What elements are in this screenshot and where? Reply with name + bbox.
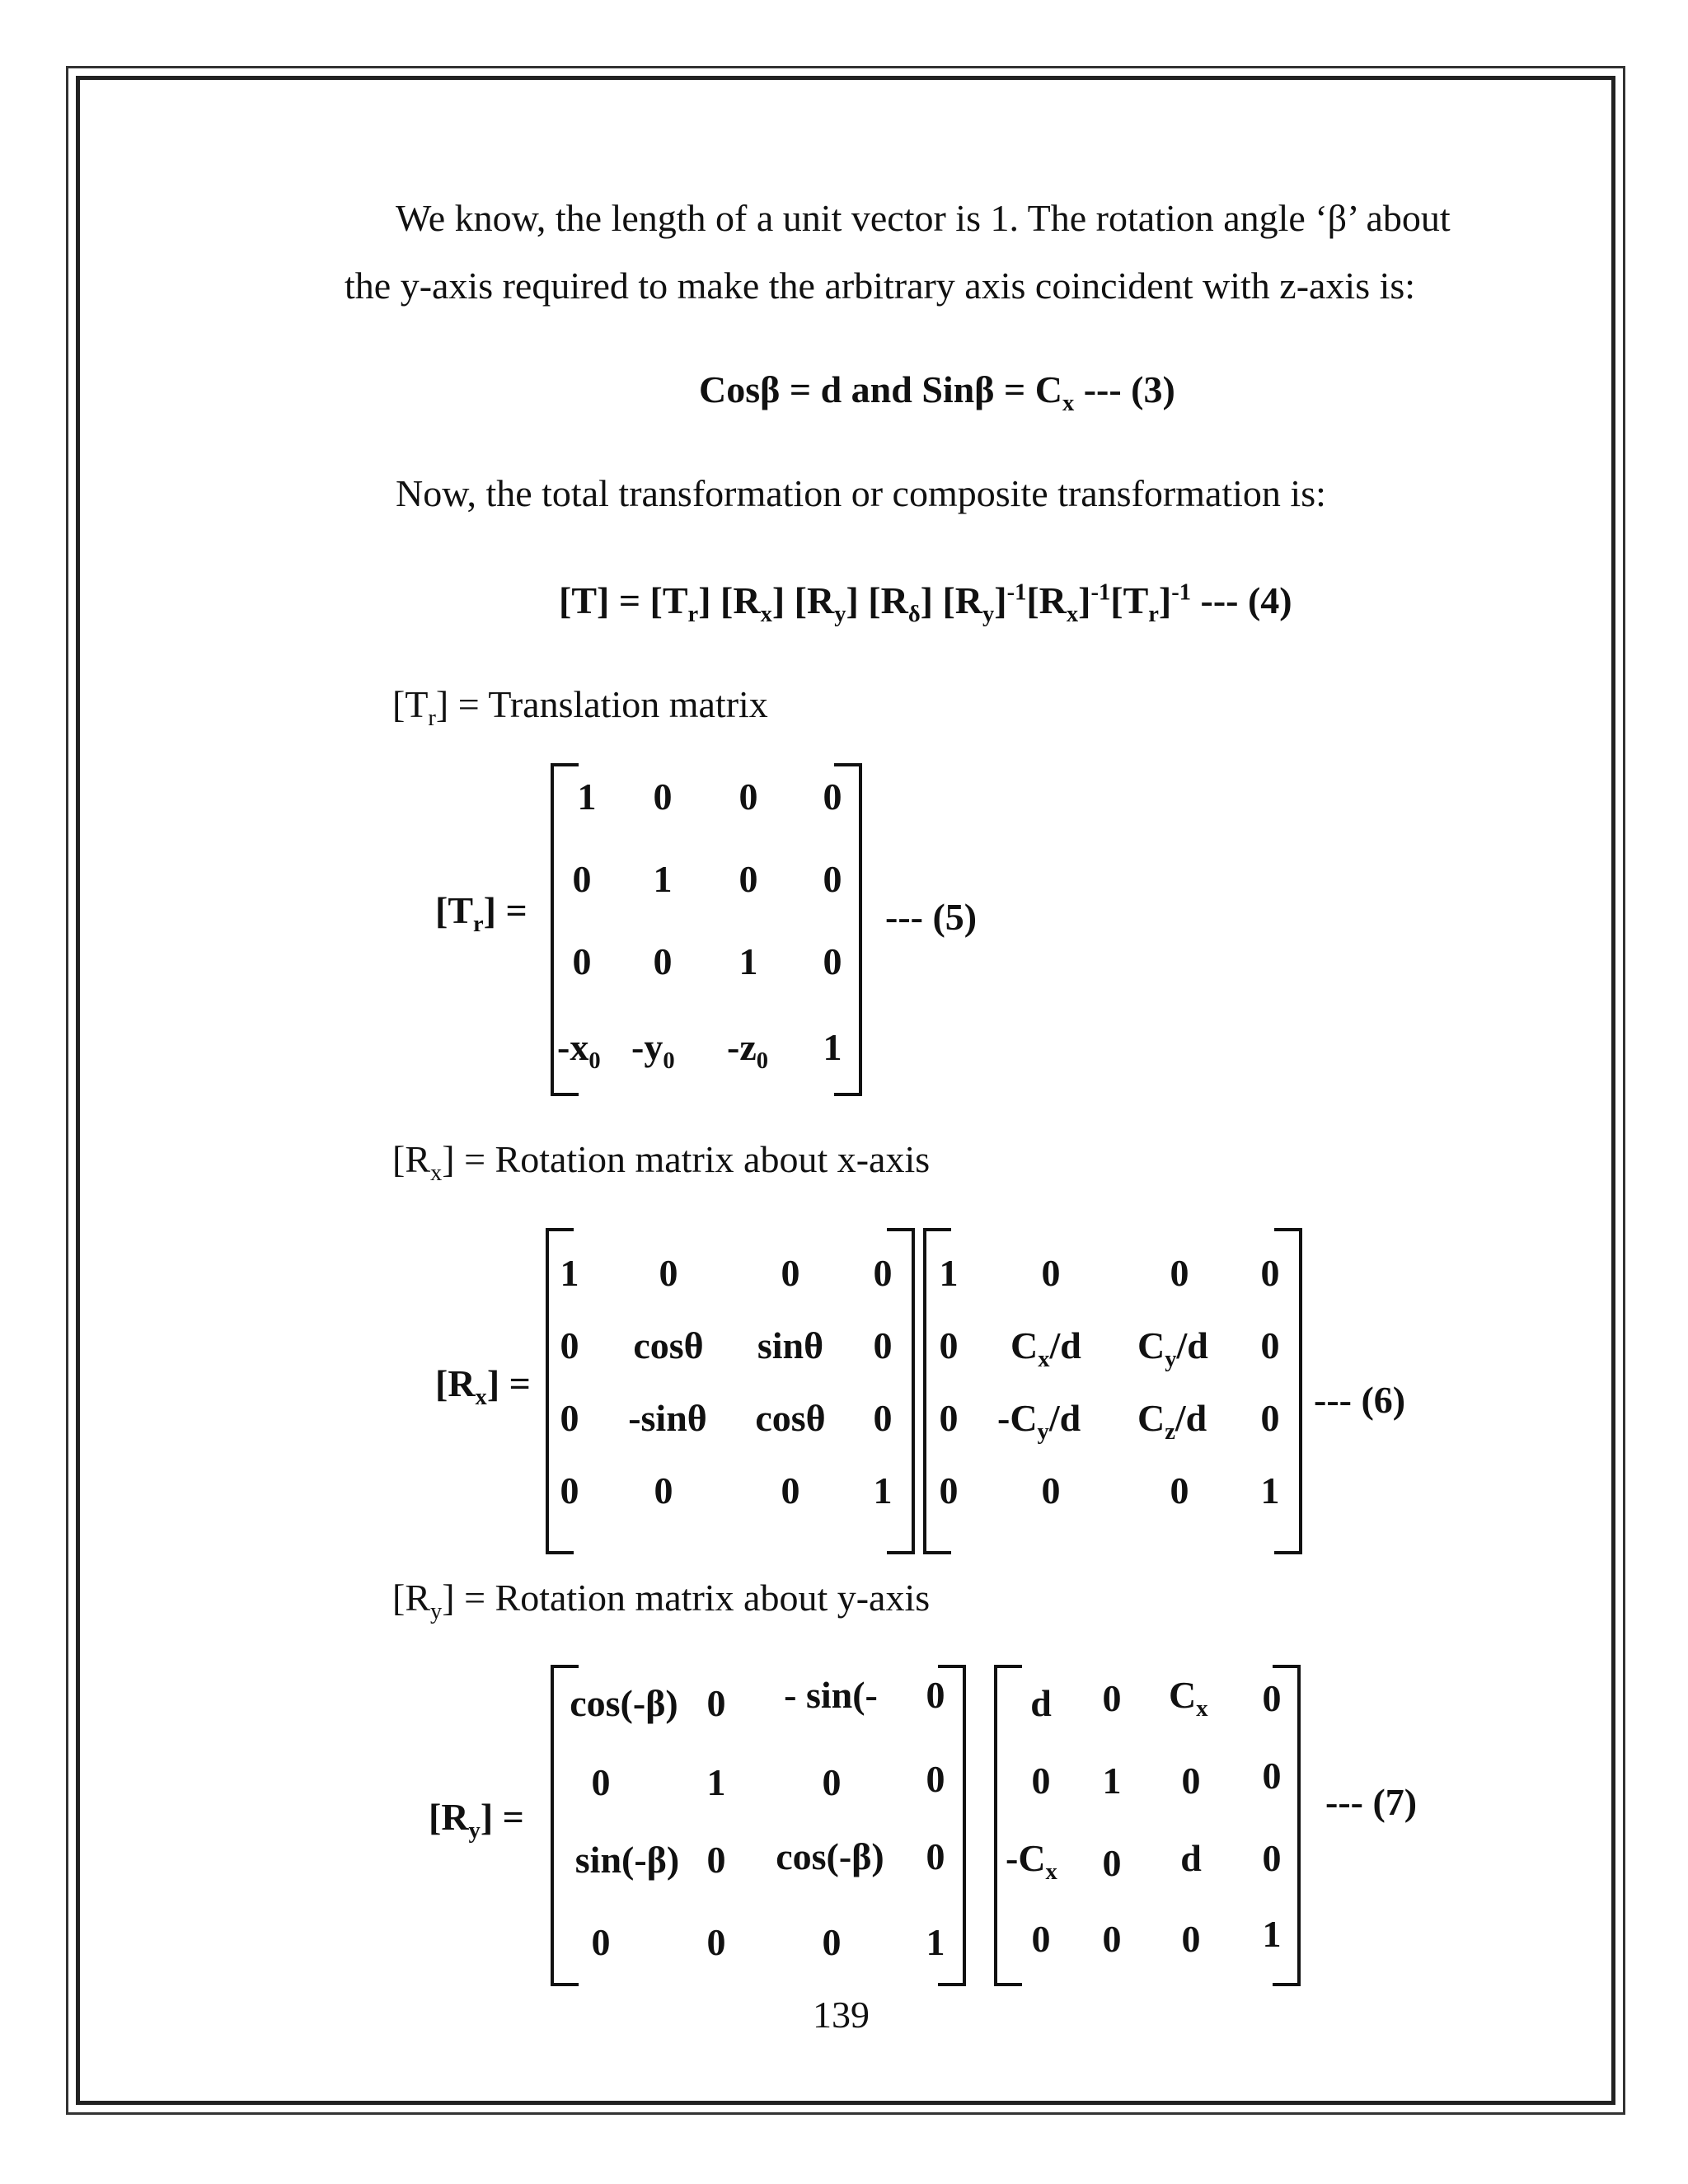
ry-left-cell: 0 xyxy=(706,1921,726,1963)
rx-left-cell: cosθ xyxy=(755,1397,826,1439)
rx-cell-text: C xyxy=(1137,1324,1165,1366)
ry-left-cell: 1 xyxy=(926,1921,945,1963)
tr-label-part: ] = xyxy=(483,889,528,931)
ry-right-matrix-left-bracket xyxy=(994,1665,1022,1986)
tr-cell: 0 xyxy=(823,776,842,818)
ry-right-cell: 0 xyxy=(1031,1760,1051,1802)
ry-label-part: ] = xyxy=(480,1796,524,1838)
rx-left-cell: 0 xyxy=(873,1324,893,1366)
eq4-sub: x xyxy=(1066,602,1079,628)
ry-left-cell: - sin(- xyxy=(784,1674,878,1716)
eq4-sub: x xyxy=(760,602,772,628)
tr-cell-sub: 0 xyxy=(588,1048,601,1075)
paragraph-1-line-1: We know, the length of a unit vector is 1. The rotation angle ‘β’ about xyxy=(396,197,1451,239)
ry-right-cell: 0 xyxy=(1262,1755,1282,1797)
equation-3-sub: x xyxy=(1062,391,1075,417)
rx-left-cell: 0 xyxy=(873,1252,893,1294)
tr-cell-sub: 0 xyxy=(663,1048,675,1075)
eq4-part: ] [R xyxy=(846,579,908,621)
eq4-part: ] [R xyxy=(698,579,761,621)
ry-right-cell: 0 xyxy=(1262,1837,1282,1879)
rx-def-part: ] = Rotation matrix about x-axis xyxy=(442,1138,931,1180)
rx-cell-text: /d xyxy=(1048,1397,1081,1439)
rx-right-cell: 0 xyxy=(939,1324,959,1366)
rx-right-cell: 1 xyxy=(939,1252,959,1294)
rx-right-cell: 0 xyxy=(1041,1469,1061,1511)
tr-def-part: [T xyxy=(392,683,429,725)
ry-left-cell: cos(-β) xyxy=(776,1835,884,1877)
rx-right-cell xyxy=(1137,1396,1207,1446)
equation-3 xyxy=(699,368,1175,417)
equation-4-tag: --- (4) xyxy=(1191,579,1292,621)
tr-cell: 1 xyxy=(653,858,673,900)
ry-right-cell: 1 xyxy=(1102,1760,1122,1802)
tr-cell: 0 xyxy=(572,858,592,900)
equation-5-tag: --- (5) xyxy=(885,896,978,938)
tr-label-sub: r xyxy=(473,912,484,938)
ry-right-cell: 0 xyxy=(1102,1918,1122,1960)
ry-def-part: [R xyxy=(392,1577,430,1619)
equation-6-tag: --- (6) xyxy=(1314,1379,1406,1421)
paragraph-1-line-2: the y-axis required to make the arbitrary axis coincident with z-axis is: xyxy=(345,265,1416,307)
eq4-sup: -1 xyxy=(1171,579,1192,606)
ry-left-cell: 0 xyxy=(926,1835,945,1877)
ry-left-cell: 0 xyxy=(926,1758,945,1800)
rx-right-cell: 0 xyxy=(1260,1397,1280,1439)
rx-label-part: ] = xyxy=(486,1362,531,1404)
ry-right-cell: d xyxy=(1030,1682,1052,1724)
rx-right-cell xyxy=(997,1396,1081,1446)
rx-left-cell: 0 xyxy=(659,1252,678,1294)
tr-cell: 0 xyxy=(823,858,842,900)
ry-cell-sub: x xyxy=(1196,1696,1208,1722)
rx-def-sub: x xyxy=(430,1160,443,1187)
rx-cell-sub: x xyxy=(1038,1347,1050,1373)
eq4-part: ] xyxy=(1158,579,1172,621)
ry-right-cell: 0 xyxy=(1102,1842,1122,1884)
rx-right-cell: 0 xyxy=(1170,1469,1189,1511)
rx-right-cell xyxy=(1010,1324,1081,1373)
rx-right-cell: 0 xyxy=(1260,1324,1280,1366)
rx-left-cell: 0 xyxy=(560,1324,579,1366)
tr-cell: 0 xyxy=(738,858,758,900)
eq4-sub: r xyxy=(1148,602,1159,628)
tr-cell-sub: 0 xyxy=(756,1048,769,1075)
paragraph-2: Now, the total transformation or composite transformation is: xyxy=(396,472,1326,514)
rx-right-cell: 0 xyxy=(1041,1252,1061,1294)
ry-label-part: [R xyxy=(429,1796,469,1838)
tr-cell-text: -x xyxy=(557,1026,589,1068)
equation-3-lhs: Cosβ = d and Sinβ = C xyxy=(699,368,1062,410)
ry-right-cell: 0 xyxy=(1181,1760,1201,1802)
ry-cell-text: -C xyxy=(1006,1837,1046,1879)
ry-right-cell: 0 xyxy=(1031,1918,1051,1960)
rx-left-cell: sinθ xyxy=(757,1324,824,1366)
ry-label-sub: y xyxy=(468,1818,481,1844)
eq4-part: [T xyxy=(1110,579,1149,621)
rx-cell-text: C xyxy=(1137,1397,1165,1439)
rx-right-cell: 1 xyxy=(1260,1469,1280,1511)
eq4-part: ] [R xyxy=(771,579,835,621)
rx-cell-text: /d xyxy=(1049,1324,1081,1366)
rx-left-cell: cosθ xyxy=(633,1324,704,1366)
ry-right-cell: 1 xyxy=(1262,1913,1282,1955)
tr-matrix-label xyxy=(435,888,528,938)
rx-cell-text: -C xyxy=(997,1397,1038,1439)
rx-right-cell xyxy=(1137,1324,1208,1373)
ry-cell-sub: x xyxy=(1045,1859,1057,1886)
ry-cell-text: C xyxy=(1169,1674,1197,1716)
rx-label-part: [R xyxy=(435,1362,476,1404)
eq4-sub: r xyxy=(687,602,699,628)
ry-matrix-definition xyxy=(392,1576,931,1625)
ry-right-cell: d xyxy=(1180,1837,1202,1879)
tr-cell xyxy=(727,1025,769,1075)
rx-left-cell: 1 xyxy=(873,1469,893,1511)
tr-cell xyxy=(557,1025,601,1075)
rx-label-sub: x xyxy=(475,1385,487,1411)
tr-cell: 0 xyxy=(823,940,842,982)
ry-left-cell: 0 xyxy=(706,1839,726,1881)
tr-cell-text: -z xyxy=(727,1026,757,1068)
eq4-sup: -1 xyxy=(1006,579,1027,606)
ry-left-cell: cos(-β) xyxy=(570,1682,678,1724)
ry-right-cell xyxy=(1169,1673,1208,1722)
ry-left-cell: 0 xyxy=(822,1921,842,1963)
ry-left-cell: 0 xyxy=(926,1674,945,1716)
rx-left-cell: 1 xyxy=(560,1252,579,1294)
eq4-part: [T] = [T xyxy=(559,579,688,621)
tr-cell: 0 xyxy=(653,940,673,982)
tr-cell: 1 xyxy=(577,776,597,818)
eq4-part: [R xyxy=(1026,579,1067,621)
eq4-sub: y xyxy=(982,602,995,628)
ry-left-cell: 0 xyxy=(706,1682,726,1724)
equation-7-tag: --- (7) xyxy=(1325,1781,1418,1823)
rx-right-cell: 0 xyxy=(1260,1252,1280,1294)
rx-cell-sub: y xyxy=(1037,1419,1049,1446)
ry-right-cell: 0 xyxy=(1181,1918,1201,1960)
rx-left-cell: -sinθ xyxy=(628,1397,707,1439)
tr-cell xyxy=(631,1025,675,1075)
rx-right-cell: 0 xyxy=(1170,1252,1189,1294)
translation-matrix-definition xyxy=(392,682,768,732)
rx-left-cell: 0 xyxy=(873,1397,893,1439)
equation-4 xyxy=(559,579,1292,628)
rx-left-cell: 0 xyxy=(781,1469,800,1511)
tr-cell: 1 xyxy=(823,1026,842,1068)
tr-label-part: [T xyxy=(435,889,473,931)
ry-left-cell: 1 xyxy=(706,1761,726,1803)
rx-def-part: [R xyxy=(392,1138,430,1180)
rx-right-cell: 0 xyxy=(939,1469,959,1511)
ry-left-cell: 0 xyxy=(822,1761,842,1803)
tr-def-sub: r xyxy=(428,705,436,732)
rx-cell-sub: z xyxy=(1165,1419,1175,1446)
eq4-sub: y xyxy=(834,602,846,628)
ry-def-sub: y xyxy=(430,1599,443,1625)
eq4-sup: -1 xyxy=(1090,579,1111,606)
eq4-part: ] xyxy=(1078,579,1091,621)
ry-right-cell: 0 xyxy=(1102,1677,1122,1719)
ry-matrix-label xyxy=(429,1795,524,1844)
rx-left-cell: 0 xyxy=(654,1469,673,1511)
tr-cell: 0 xyxy=(738,776,758,818)
rx-left-cell: 0 xyxy=(560,1397,579,1439)
equation-3-tag: --- (3) xyxy=(1074,368,1175,410)
ry-left-cell: 0 xyxy=(591,1921,611,1963)
rx-right-cell: 0 xyxy=(939,1397,959,1439)
rx-matrix-label xyxy=(435,1361,531,1411)
rx-matrix-definition xyxy=(392,1137,931,1187)
ry-right-cell: 0 xyxy=(1262,1677,1282,1719)
tr-cell: 0 xyxy=(572,940,592,982)
tr-def-part: ] = Translation matrix xyxy=(435,683,768,725)
rx-cell-text: /d xyxy=(1175,1397,1207,1439)
tr-cell: 1 xyxy=(738,940,758,982)
rx-cell-text: /d xyxy=(1176,1324,1208,1366)
rx-cell-sub: y xyxy=(1165,1347,1177,1373)
tr-cell: 0 xyxy=(653,776,673,818)
eq4-part: ] [R xyxy=(920,579,982,621)
page-number: 139 xyxy=(813,1994,870,2036)
rx-left-cell: 0 xyxy=(560,1469,579,1511)
rx-cell-text: C xyxy=(1010,1324,1039,1366)
ry-left-cell: 0 xyxy=(591,1761,611,1803)
ry-left-cell: sin(-β) xyxy=(574,1839,680,1881)
eq4-part: ] xyxy=(994,579,1007,621)
ry-def-part: ] = Rotation matrix about y-axis xyxy=(442,1577,931,1619)
tr-cell-text: -y xyxy=(631,1026,663,1068)
eq4-sub: δ xyxy=(907,602,921,628)
rx-left-cell: 0 xyxy=(781,1252,800,1294)
ry-right-cell xyxy=(1006,1836,1057,1886)
